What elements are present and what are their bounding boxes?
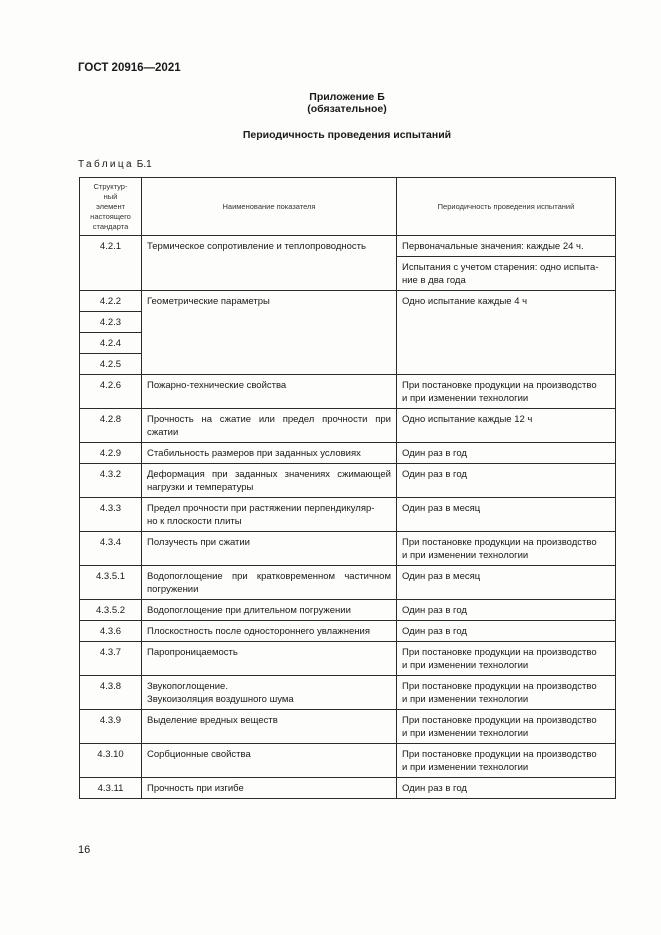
row-code: 4.3.6	[80, 621, 142, 642]
annex-note: (обязательное)	[307, 103, 387, 115]
test-frequency-table	[79, 177, 616, 799]
row-indicator: Сорбционные свойства	[142, 744, 397, 778]
row-code: 4.3.10	[80, 744, 142, 778]
row-period: При постановке продукции на производство и при изменении технологии	[397, 744, 616, 778]
table-row	[80, 710, 616, 744]
row-code: 4.2.3	[80, 312, 142, 333]
row-indicator: Геометрические параметры	[142, 291, 397, 375]
row-period: При постановке продукции на производство и при изменении технологии	[397, 710, 616, 744]
table-caption-number: Б.1	[136, 159, 152, 170]
row-period: При постановке продукции на производство и при изменении технологии	[397, 642, 616, 676]
row-indicator: Предел прочности при растяжении перпендикуляр- но к плоскости плиты	[142, 498, 397, 532]
row-period: Одно испытание каждые 4 ч	[397, 291, 616, 375]
table-header-row	[80, 178, 616, 236]
row-code: 4.3.5.2	[80, 600, 142, 621]
table-row	[80, 375, 616, 409]
table-row	[80, 532, 616, 566]
row-indicator: Прочность на сжатие или предел прочности при сжатии	[142, 409, 397, 443]
row-indicator: Плоскостность после одностороннего увлажнения	[142, 621, 397, 642]
row-code: 4.3.5.1	[80, 566, 142, 600]
row-period: Один раз в год	[397, 621, 616, 642]
table-caption	[78, 159, 152, 170]
table-row	[80, 498, 616, 532]
row-indicator: Паропроницаемость	[142, 642, 397, 676]
row-code: 4.2.4	[80, 333, 142, 354]
row-period: Один раз в месяц	[397, 566, 616, 600]
row-indicator: Деформация при заданных значениях сжимающей нагрузки и температуры	[142, 464, 397, 498]
table-row	[80, 621, 616, 642]
table-row	[80, 443, 616, 464]
table-row	[80, 291, 616, 312]
row-indicator: Прочность при изгибе	[142, 778, 397, 799]
row-code: 4.2.8	[80, 409, 142, 443]
row-period: При постановке продукции на производство и при изменении технологии	[397, 532, 616, 566]
row-code: 4.2.2	[80, 291, 142, 312]
row-code: 4.3.3	[80, 498, 142, 532]
row-indicator: Водопоглощение при длительном погружении	[142, 600, 397, 621]
row-code: 4.3.8	[80, 676, 142, 710]
section-title: Периодичность проведения испытаний	[242, 129, 452, 141]
row-code: 4.3.11	[80, 778, 142, 799]
page-number: 16	[78, 844, 91, 856]
row-period: Один раз в месяц	[397, 498, 616, 532]
row-period: Первоначальные значения: каждые 24 ч.	[397, 236, 616, 257]
row-period: Один раз в год	[397, 464, 616, 498]
header-test-periodicity: Периодичность проведения испытаний	[397, 178, 616, 236]
row-indicator: Термическое сопротивление и теплопроводность	[142, 236, 397, 291]
row-code: 4.2.6	[80, 375, 142, 409]
row-code: 4.3.4	[80, 532, 142, 566]
row-indicator: Звукопоглощение. Звукоизоляция воздушного шума	[142, 676, 397, 710]
row-indicator: Водопоглощение при кратковременном частичном погружении	[142, 566, 397, 600]
row-code: 4.2.9	[80, 443, 142, 464]
table-row	[80, 236, 616, 257]
row-period: Одно испытание каждые 12 ч	[397, 409, 616, 443]
document-code: ГОСТ 20916—2021	[78, 62, 181, 74]
row-period: Испытания с учетом старения: одно испыта- ние в два года	[397, 257, 616, 291]
table-caption-prefix: Таблица	[78, 159, 135, 170]
row-code: 4.2.5	[80, 354, 142, 375]
header-structural-element: Структур- ный элемент настоящего стандарта	[80, 178, 142, 236]
row-indicator: Ползучесть при сжатии	[142, 532, 397, 566]
row-indicator: Выделение вредных веществ	[142, 710, 397, 744]
row-period: При постановке продукции на производство и при изменении технологии	[397, 676, 616, 710]
row-period: При постановке продукции на производство и при изменении технологии	[397, 375, 616, 409]
table-row	[80, 676, 616, 710]
row-code: 4.3.2	[80, 464, 142, 498]
row-code: 4.2.1	[80, 236, 142, 291]
table-row	[80, 778, 616, 799]
annex-title: Приложение Б	[309, 91, 385, 103]
row-indicator: Пожарно-технические свойства	[142, 375, 397, 409]
row-code: 4.3.7	[80, 642, 142, 676]
row-period: Один раз в год	[397, 443, 616, 464]
table-row	[80, 642, 616, 676]
row-code: 4.3.9	[80, 710, 142, 744]
table-row	[80, 566, 616, 600]
table-row	[80, 600, 616, 621]
table-row	[80, 409, 616, 443]
row-period: Один раз в год	[397, 600, 616, 621]
row-period: Один раз в год	[397, 778, 616, 799]
header-indicator-name: Наименование показателя	[142, 178, 397, 236]
table-row	[80, 744, 616, 778]
table-row	[80, 464, 616, 498]
row-indicator: Стабильность размеров при заданных условиях	[142, 443, 397, 464]
